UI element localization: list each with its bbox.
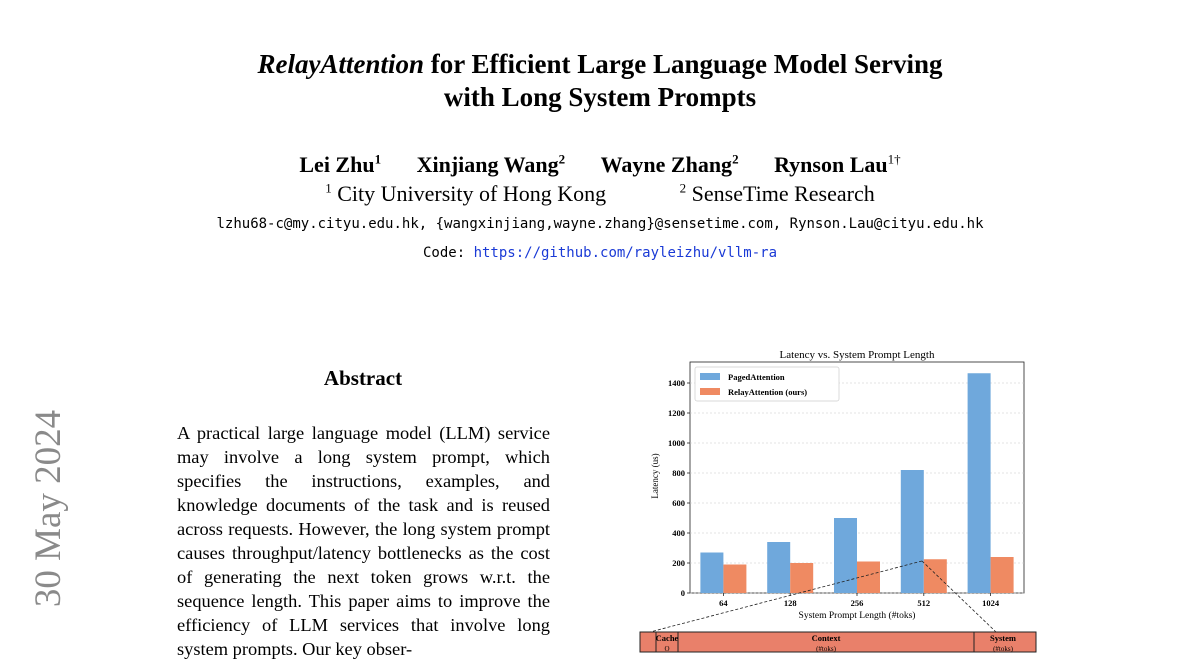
code-line	[0, 245, 1200, 261]
chart-title: Latency vs. System Prompt Length	[779, 349, 935, 361]
diagram-cell-label: Context	[811, 633, 841, 643]
diagram-cell-label: System	[990, 633, 1016, 643]
arxiv-date-stamp: 30 May 2024	[28, 409, 70, 607]
bar-paged-attention	[700, 553, 723, 594]
abstract-heading: Abstract	[323, 366, 403, 390]
figure-1	[640, 342, 1040, 653]
bar-relay-attention	[991, 557, 1014, 593]
x-tick-label: 256	[850, 598, 864, 608]
legend-swatch	[700, 373, 720, 380]
bar-paged-attention	[834, 518, 857, 593]
diagram-cell-sublabel: (#toks)	[993, 645, 1013, 653]
title-line-2: with Long System Prompts	[443, 82, 757, 112]
x-axis	[719, 593, 1000, 608]
x-axis-label: System Prompt Length (#toks)	[798, 611, 916, 621]
y-tick-label: 400	[672, 528, 685, 538]
author: Lei Zhu$^1$	[299, 152, 382, 178]
y-tick-label: 1000	[668, 438, 685, 448]
x-tick-label: 64	[719, 598, 728, 608]
bar-paged-attention	[968, 373, 991, 593]
latency-bar-chart	[640, 342, 1040, 653]
bar-relay-attention	[857, 562, 880, 594]
author: Rynson Lau$^{1\dagger}$	[774, 152, 901, 178]
diagram-cell-sublabel: O	[664, 645, 670, 653]
x-tick-label: 1024	[982, 598, 1000, 608]
code-link[interactable]: https://github.com/rayleizhu/vllm-ra	[473, 245, 778, 261]
author: Wayne Zhang$^2$	[600, 152, 739, 178]
title-method-name: RelayAttention	[257, 49, 425, 79]
affiliation: $^1$ City University of Hong Kong	[325, 181, 607, 207]
abstract-text: A practical large language model (LLM) service may involve a long system prompt, which specifies the instructions, examples, and knowledge documents of the task and is reused across requests. However, the long system prompt causes throughput/latency bottlenecks as the cost of generating the next token grows w.r.t. the sequence length. This paper aims to improve the efficiency of LLM services that involve long system prompts. Our key obser-	[177, 423, 550, 659]
bar-relay-attention	[790, 563, 813, 593]
bar-relay-attention	[924, 559, 947, 593]
bar-paged-attention	[767, 542, 790, 593]
paper-title	[0, 48, 1200, 114]
y-tick-label: 200	[672, 558, 685, 568]
y-tick-label: 0	[680, 588, 685, 598]
affiliation: $^2$ SenseTime Research	[679, 181, 875, 207]
title-line-1: for Efficient Large Language Model Serving	[424, 49, 943, 79]
author-list	[0, 152, 1200, 178]
bar-paged-attention	[901, 470, 924, 593]
y-tick-label: 800	[672, 468, 685, 478]
legend-label: RelayAttention (ours)	[728, 387, 808, 397]
author: Xinjiang Wang$^2$	[416, 152, 566, 178]
y-axis-label: Latency (us)	[650, 453, 660, 499]
diagram-cell-sublabel: (#toks)	[816, 645, 836, 653]
bar-relay-attention	[723, 565, 746, 594]
y-tick-label: 1200	[668, 408, 685, 418]
affiliations	[0, 181, 1200, 207]
y-tick-label: 1400	[668, 378, 685, 388]
x-tick-label: 512	[917, 598, 931, 608]
diagram-cell-label: Cache	[655, 633, 679, 643]
legend-label: PagedAttention	[728, 372, 785, 382]
y-tick-label: 600	[672, 498, 685, 508]
author-emails: lzhu68-c@my.cityu.edu.hk, {wangxinjiang,wayne.zhang}@sensetime.com, Rynson.Lau@cityu.edu.hk	[216, 216, 984, 232]
chart-legend	[695, 367, 839, 401]
legend-swatch	[700, 388, 720, 395]
x-tick-label: 128	[783, 598, 797, 608]
code-label: Code:	[422, 245, 466, 261]
y-axis	[668, 378, 690, 598]
bars	[700, 373, 1013, 593]
